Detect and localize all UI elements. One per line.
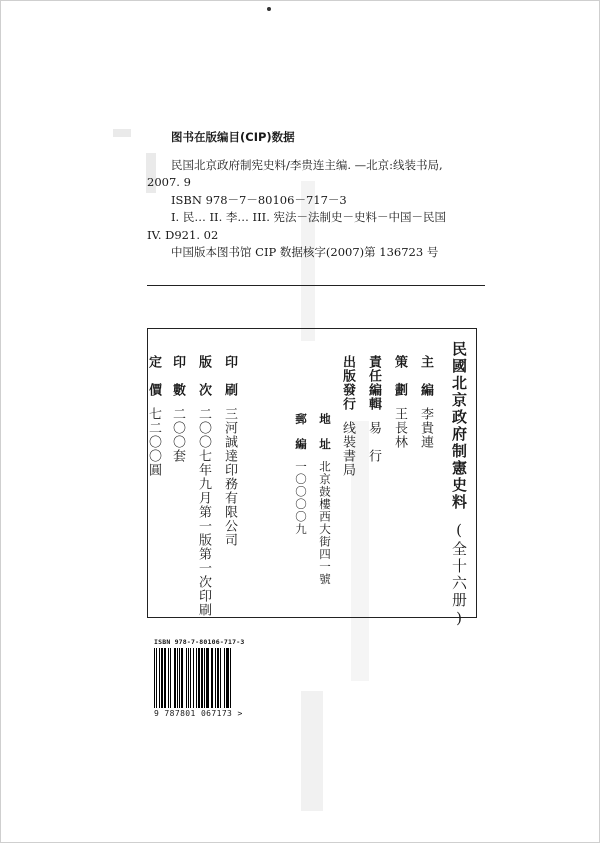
book-title: 民國北京政府制憲史料 <box>450 341 468 511</box>
colophon-address <box>319 413 331 586</box>
cip-isbn: ISBN 978－7－80106－717－3 <box>171 192 347 207</box>
price-label: 定 價 <box>146 355 161 397</box>
editor-name: 李貴連 <box>418 407 433 449</box>
colophon-planner <box>393 355 406 449</box>
address-value: 北京鼓樓西大街四一號 <box>318 460 332 586</box>
print-run-value: 二〇〇套 <box>170 407 185 463</box>
cip-subjects: I. 民… II. 李… III. 宪法－法制史－史料－中国－民国 <box>171 210 446 224</box>
cip-block <box>147 129 487 262</box>
colophon-editor <box>419 355 432 449</box>
cip-subjects-cont: IV. D921. 02 <box>147 227 219 242</box>
responsible-editor-label: 責任編輯 <box>366 355 381 411</box>
colophon-publisher <box>341 355 354 477</box>
colophon-responsible-editor <box>367 355 380 463</box>
price-value: 七二〇〇圓 <box>146 407 161 477</box>
barcode-bars <box>154 648 264 708</box>
cip-bottom-rule <box>147 285 485 286</box>
responsible-editor-name: 易 行 <box>366 421 381 463</box>
publisher-label: 出版發行 <box>340 355 355 411</box>
planner-label: 策 劃 <box>392 355 407 397</box>
edition-label: 版 次 <box>196 355 211 397</box>
colophon-book-title <box>451 341 466 629</box>
volume-count: (全十六册) <box>450 521 468 629</box>
cip-bibliographic-line-cont: 2007. 9 <box>147 175 191 189</box>
printer-name: 三河誠達印務有限公司 <box>222 407 237 547</box>
colophon-edition <box>197 355 210 617</box>
isbn-barcode <box>154 638 264 718</box>
bleed-through-mark <box>113 129 131 137</box>
edition-value: 二〇〇七年九月第一版第一次印刷 <box>196 407 211 617</box>
barcode-digits: 9 787801 067173 > <box>154 709 243 718</box>
print-run-label: 印 數 <box>170 355 185 397</box>
cip-number: 中国版本图书馆 CIP 数据核字(2007)第 136723 号 <box>171 245 439 259</box>
bleed-through-mark <box>301 691 323 811</box>
colophon-postcode <box>295 413 307 536</box>
postcode-value: 一〇〇〇〇九 <box>294 460 308 536</box>
colophon-print-run <box>171 355 184 463</box>
planner-name: 王長林 <box>392 407 407 449</box>
cip-title: 图书在版编目(CIP)数据 <box>171 130 295 144</box>
colophon-price <box>147 355 160 477</box>
barcode-isbn-text: ISBN 978-7-80106-717-3 <box>154 638 245 646</box>
address-label: 地 址 <box>318 413 332 451</box>
scan-speck <box>267 7 271 11</box>
colophon-box <box>146 328 477 629</box>
colophon-printer <box>223 355 236 547</box>
printer-label: 印 刷 <box>222 355 237 397</box>
editor-label: 主 編 <box>418 355 433 397</box>
barcode-bar <box>231 648 232 708</box>
publisher-name: 线裝書局 <box>340 421 355 477</box>
cip-bibliographic-line: 民国北京政府制宪史料/李贵连主编. —北京:线装书局, <box>171 157 443 172</box>
postcode-label: 郵 編 <box>294 413 308 451</box>
